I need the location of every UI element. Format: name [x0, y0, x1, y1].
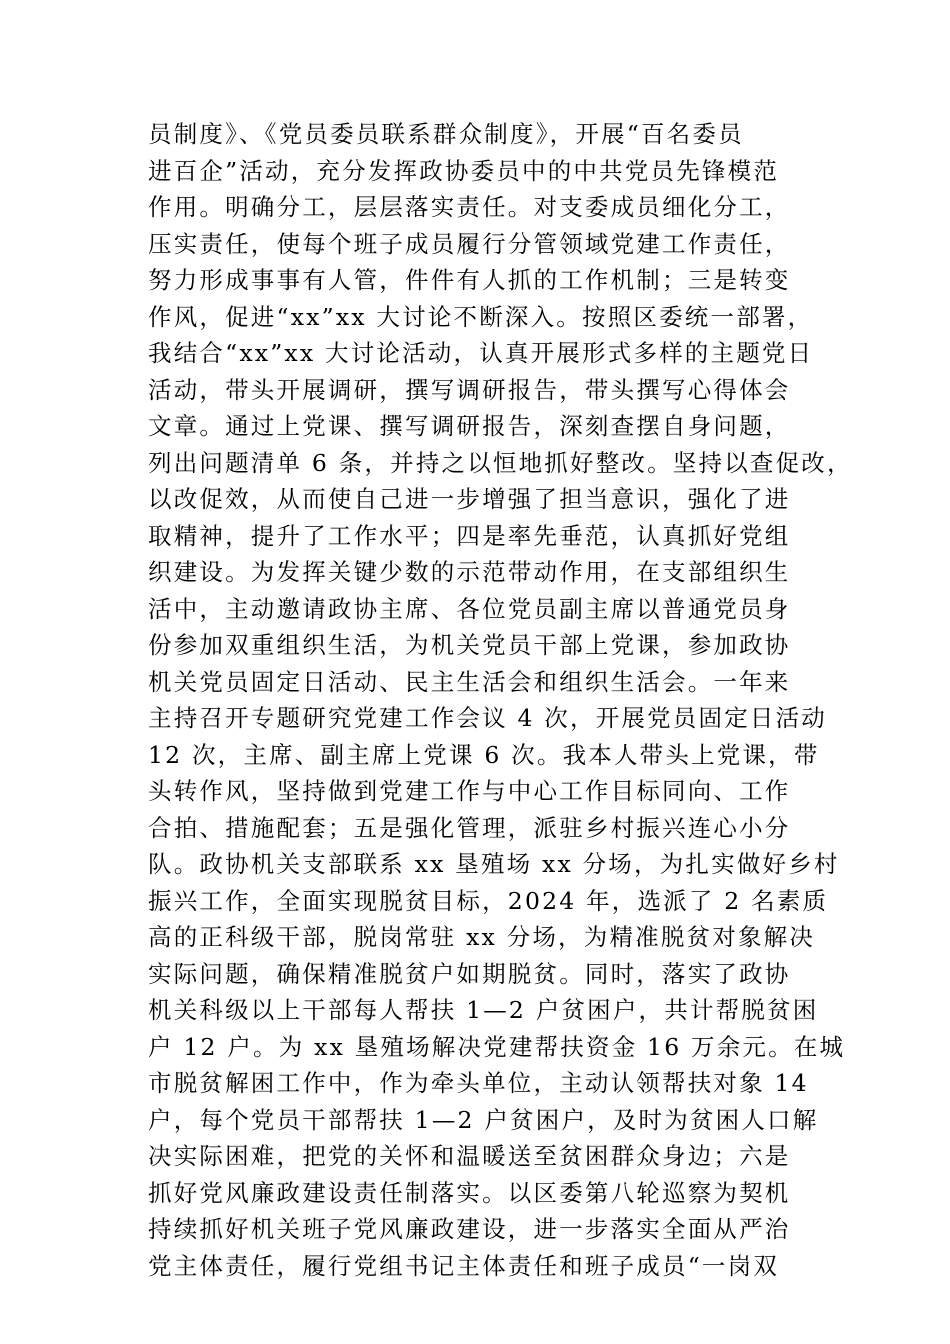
text-line: 市脱贫解困工作中，作为牵头单位，主动认领帮扶对象 14 [148, 1069, 809, 1097]
text-line: 压实责任，使每个班子成员履行分管领域党建工作责任， [148, 229, 791, 258]
text-line: 份参加双重组织生活，为机关党员干部上党课，参加政协 [148, 631, 791, 659]
text-line: 文章。通过上党课、撰写调研报告，深刻查摆自身问题， [148, 412, 791, 440]
text-line: 决实际困难，把党的关怀和温暖送至贫困群众身边；六是 [148, 1142, 791, 1170]
text-line: 机关党员固定日活动、民主生活会和组织生活会。一年来 [148, 667, 791, 696]
text-line: 持续抓好机关班子党风廉政建设，进一步落实全面从严治 [148, 1215, 791, 1243]
text-line: 员制度》、《党员委员联系群众制度》，开展“百名委员 [148, 120, 744, 148]
text-line: 取精神，提升了工作水平；四是率先垂范，认真抓好党组 [148, 521, 791, 550]
text-line: 合拍、措施配套；五是强化管理，派驻乡村振兴连心小分 [148, 813, 791, 842]
text-line: 机关科级以上干部每人帮扶 1—2 户贫困户，共计帮脱贫困 [148, 996, 819, 1024]
text-line: 头转作风，坚持做到党建工作与中心工作目标同向、工作 [148, 777, 791, 805]
text-line: 户，每个党员干部帮扶 1—2 户贫困户，及时为贫困人口解 [148, 1105, 819, 1134]
text-line: 作用。明确分工，层层落实责任。对支委成员细化分工， [148, 193, 791, 221]
text-line: 实际问题，确保精准脱贫户如期脱贫。同时，落实了政协 [148, 959, 791, 988]
text-line: 党主体责任，履行党组书记主体责任和班子成员“一岗双 [148, 1251, 780, 1280]
text-line: 进百企”活动，充分发挥政协委员中的中共党员先锋模范 [148, 156, 780, 185]
text-line: 抓好党风廉政建设责任制落实。以区委第八轮巡察为契机 [148, 1178, 791, 1207]
text-line: 队。政协机关支部联系 xx 垦殖场 xx 分场，为扎实做好乡村 [148, 850, 840, 878]
text-line: 努力形成事事有人管，件件有人抓的工作机制；三是转变 [148, 266, 791, 294]
text-line: 织建设。为发挥关键少数的示范带动作用，在支部组织生 [148, 558, 791, 586]
text-line: 作风，促进“xx”xx 大讨论不断深入。按照区委统一部署， [148, 302, 814, 331]
text-line: 活中，主动邀请政协主席、各位党员副主席以普通党员身 [148, 594, 791, 623]
text-line: 列出问题清单 6 条，并持之以恒地抓好整改。坚持以查促改， [148, 448, 853, 477]
text-line: 活动，带头开展调研，撰写调研报告，带头撰写心得体会 [148, 375, 791, 404]
text-line: 户 12 户。为 xx 垦殖场解决党建帮扶资金 16 万余元。在城 [148, 1032, 846, 1061]
text-line: 我结合“xx”xx 大讨论活动，认真开展形式多样的主题党日 [148, 339, 814, 367]
text-line: 以改促效，从而使自己进一步增强了担当意识，强化了进 [148, 485, 791, 513]
text-line: 12 次，主席、副主席上党课 6 次。我本人带头上党课，带 [148, 740, 820, 769]
text-line: 振兴工作，全面实现脱贫目标，2024 年，选派了 2 名素质 [148, 886, 829, 915]
body-text [148, 116, 853, 1284]
text-line: 高的正科级干部，脱岗常驻 xx 分场，为精准脱贫对象解决 [148, 923, 816, 951]
text-line: 主持召开专题研究党建工作会议 4 次，开展党员固定日活动 [148, 704, 827, 732]
